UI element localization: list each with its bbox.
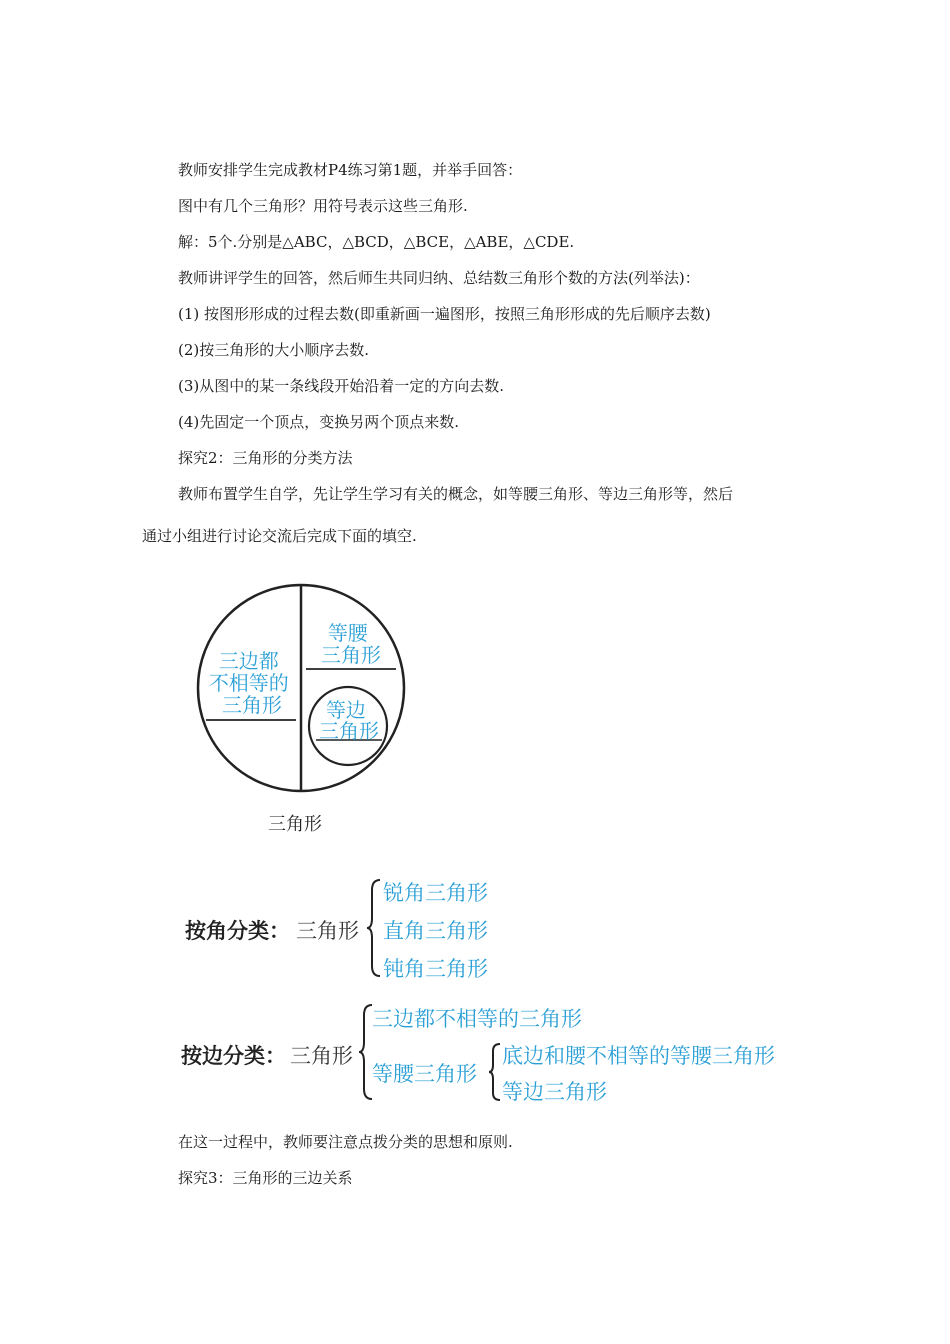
section-heading: 探究2：三角形的分类方法 — [178, 449, 353, 467]
paragraph: 图中有几个三角形？用符号表示这些三角形. — [178, 197, 468, 215]
by-angle-item: 直角三角形 — [383, 919, 488, 943]
paragraph: 解：5个.分别是△ABC，△BCD，△BCE，△ABE，△CDE. — [178, 233, 575, 251]
venn-equilateral-text — [319, 698, 379, 743]
venn-scalene-line: 不相等的 — [208, 671, 289, 695]
paragraph: 在这一过程中，教师要注意点拨分类的思想和原则. — [178, 1133, 513, 1151]
paragraph: 教师布置学生自学，先让学生学习有关的概念，如等腰三角形、等边三角形等，然后 — [178, 485, 734, 503]
paragraph: 教师讲评学生的回答，然后师生共同归纳、总结数三角形个数的方法(列举法)： — [178, 269, 700, 287]
venn-equilateral-line: 三角形 — [319, 719, 379, 743]
paragraph: (3)从图中的某一条线段开始沿着一定的方向去数. — [178, 377, 505, 395]
venn-scalene-line: 三角形 — [222, 693, 282, 717]
paragraph: 通过小组进行讨论交流后完成下面的填空. — [142, 527, 417, 545]
by-angle-root: 三角形 — [296, 919, 359, 943]
by-side-subitem: 底边和腰不相等的等腰三角形 — [502, 1044, 775, 1068]
venn-equilateral-line: 等边 — [325, 698, 366, 722]
by-side-subitem: 等边三角形 — [502, 1080, 607, 1104]
venn-scalene-text — [209, 649, 295, 717]
by-angle-item: 锐角三角形 — [383, 881, 488, 905]
by-side-root: 三角形 — [290, 1044, 353, 1068]
brace-icon — [488, 1042, 502, 1102]
paragraph: (4)先固定一个顶点，变换另两个顶点来数. — [178, 413, 460, 431]
by-side-item-scalene: 三边都不相等的三角形 — [372, 1007, 582, 1031]
triangle-classification-venn — [196, 578, 416, 798]
by-side-label: 按边分类： — [181, 1044, 286, 1068]
venn-isosceles-text — [321, 621, 381, 667]
paragraph: (2)按三角形的大小顺序去数. — [178, 341, 370, 359]
venn-isosceles-line: 等腰 — [327, 621, 368, 645]
paragraph: (1) 按图形形成的过程去数(即重新画一遍图形，按照三角形形成的先后顺序去数) — [178, 305, 711, 323]
by-angle-label: 按角分类： — [185, 919, 290, 943]
venn-isosceles-line: 三角形 — [321, 643, 381, 667]
paragraph: 教师安排学生完成教材P4练习第1题，并举手回答： — [178, 161, 523, 179]
by-angle-item: 钝角三角形 — [383, 957, 488, 981]
by-side-item-isosceles: 等腰三角形 — [372, 1062, 477, 1086]
venn-scalene-line: 三边都 — [218, 649, 279, 673]
section-heading: 探究3：三角形的三边关系 — [178, 1169, 353, 1187]
brace-icon — [366, 878, 382, 978]
venn-caption: 三角形 — [268, 814, 322, 835]
